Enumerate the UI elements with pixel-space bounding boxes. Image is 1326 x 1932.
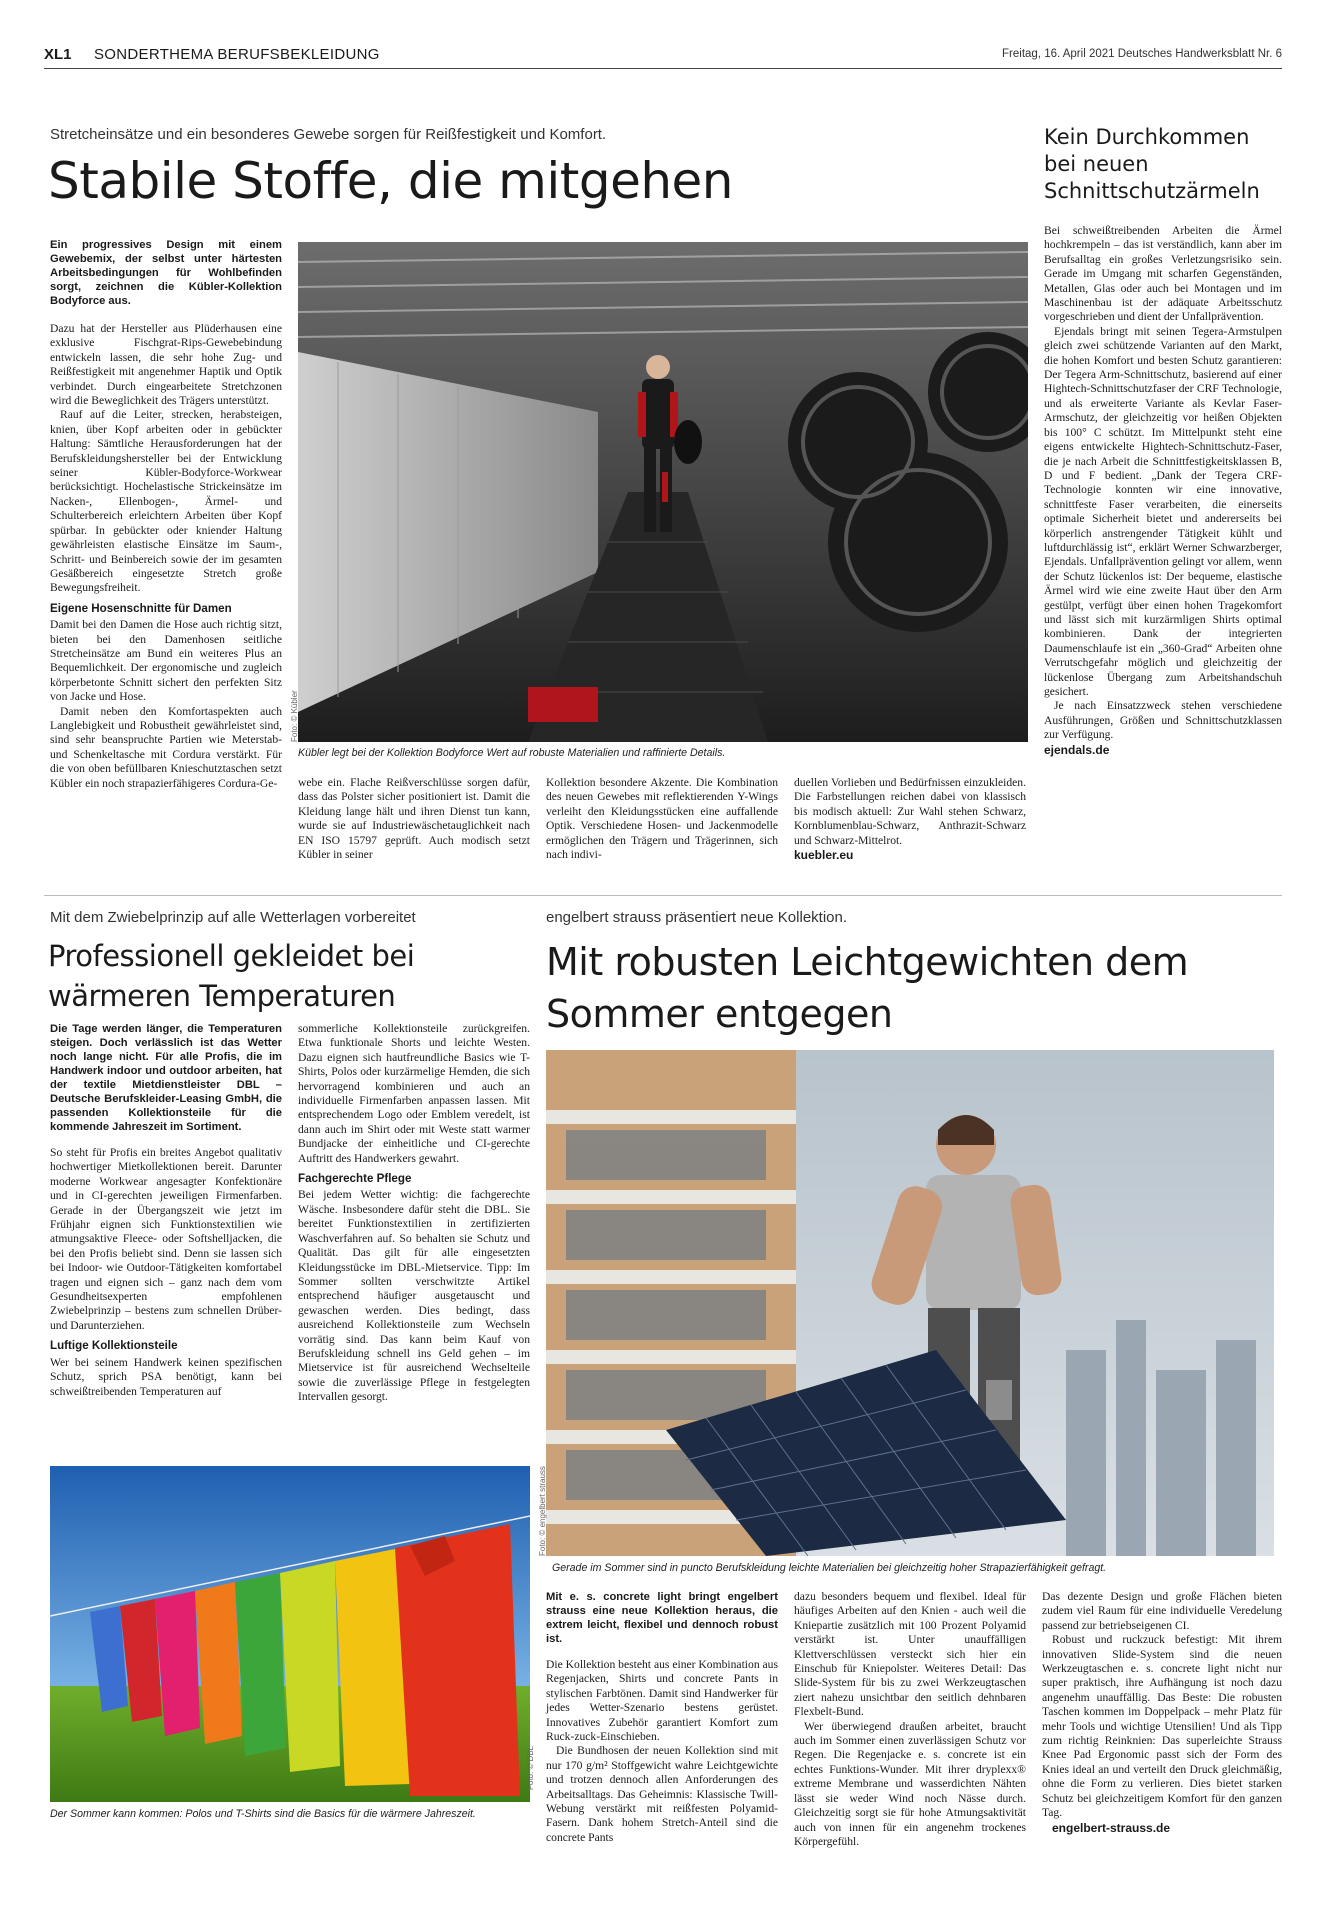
article3-subhead: Luftige Kollektionsteile	[50, 1339, 178, 1353]
article4-caption: Gerade im Sommer sind in puncto Berufskleidung leichte Materialien bei gleichzeitig hoher Strapazierfähigkeit gefragt.	[552, 1562, 1107, 1574]
article1-paragraph: Dazu hat der Hersteller aus Plüderhausen eine exklusive Fischgrat-Rips-Gewebebindung entwickeln lassen, die sehr hohe Zug- und Reißfestigkeit mit angenehmer Haptik und Optik verbindet. Durch eingearbeitete Stretchzonen wird die Beweglichkeit des Trägers unterstützt.	[50, 322, 282, 408]
article3-paragraph: Wer bei seinem Handwerk keinen spezifischen Schutz, sprich PSA benötigt, kann bei schweißtreibenden Temperaturen auf	[50, 1355, 282, 1398]
article1-column-3	[546, 776, 778, 862]
article4-kicker: engelbert strauss präsentiert neue Kollektion.	[546, 909, 848, 926]
article4-lead: Mit e. s. concrete light bringt engelbert strauss eine neue Kollektion heraus, die extrem leicht, flexibel und dennoch robust ist.	[546, 1591, 778, 1645]
article1-paragraph: Kollektion besondere Akzente. Die Kombination des neuen Gewebes mit reflektierenden Y-Wings verleiht den Kleidungsstücken eine auffallende Optik. Verschiedene Hosen- und Jackenmodelle ermöglichen den Trägern und Trägerinnen, sich nach indivi-	[546, 776, 778, 862]
industrial-walkway-image	[298, 242, 1028, 742]
article4-title: Mit robusten Leichtgewichten dem Sommer entgegen	[546, 940, 1189, 1036]
article2-paragraph: Ejendals bringt mit seinen Tegera-Armstulpen gleich zwei schützende Varianten auf den Markt, die hohen Komfort und besten Schutz garantieren: Der Tegera Arm-Schnittschutz, basierend auf einer Hightech-Schnittschutzfaser der CRF Technologie, und als erweiterte Variante als Kevlar Faser-Armschutz, der gleichzeitig vor heißen Objekten bis 100° C schützt. Im Mittelpunkt steht eine eigens entwickelte Hightech-Schnittschutz-Faser, die je nach Arbeit die Schnittfestigkeitsklassen B, D und F bedient. „Dank der Tegera CRF-Technologie konnten wir eine innovative, schnittfeste Faser verarbeiten, die einerseits optimale Sicherheit bietet und andererseits bei körperlich anstrengender Tätigkeit kühlt und luftdurchlässig ist“, erklärt Werner Schwarzberger, Ejendals. Unfallprävention gelingt vor allem, wenn der Schutz lückenlos ist: Der bequeme, elastische Ärmel wird wie eine zweite Haut über den Arm gestülpt, verfügt über einen hohen Tragekomfort und lässt sich mit kurzärmligen Shirts optimal kombinieren. Dank der integrierten Daumenschlaufe ist ein „360-Grad“ Arbeiten ohne Verrutschgefahr möglich und gleichzeitig der lückenlose Übergang zum Arbeitshandschuh gesichert.	[1044, 324, 1282, 698]
article1-title: Stabile Stoffe, die mitgehen	[48, 152, 733, 210]
article4-paragraph: Das dezente Design und große Flächen bieten zudem viel Raum für eine individuelle Veredelung passend zur betriebseigenen CI.	[1042, 1590, 1282, 1632]
article1-paragraph: webe ein. Flache Reißverschlüsse sorgen dafür, dass das Polster sicher positioniert ist. Damit die Kleidung lange hält und ihren Dienst tun kann, wurde sie auf Industriewäschetauglichkeit nach EN ISO 15797 geprüft. Auch modisch setzt Kübler in seiner	[298, 776, 530, 862]
article2-paragraph: Bei schweißtreibenden Arbeiten die Ärmel hochkrempeln – das ist verständlich, kann aber im Berufsalltag ein großes Verletzungsrisiko sein. Gerade im Umgang mit scharfen Gegenständen, Metallen, Glas oder auch bei Montagen und im Maschinenbau ist der adäquate Arbeitsschutz vorgeschrieben und dient der Unfallprävention.	[1044, 224, 1282, 324]
article3-photo	[50, 1466, 530, 1802]
article1-column-1	[50, 238, 282, 791]
page-id: XL1	[44, 46, 72, 63]
article1-paragraph: Damit neben den Komfortaspekten auch Langlebigkeit und Robustheit gewährleistet sind, sind sehr beanspruchte Partien wie Meterstab- und Schenkeltasche mit Cordura verstärkt. Für die von oben befüllbaren Knieschutztaschen setzt Kübler ein noch strapazierfähigeres Cordura-Ge-	[50, 704, 282, 790]
article3-kicker: Mit dem Zwiebelprinzip auf alle Wetterlagen vorbereitet	[50, 909, 416, 926]
article3-caption: Der Sommer kann kommen: Polos und T-Shirts sind die Basics für die wärmere Jahreszeit.	[50, 1808, 476, 1820]
article1-paragraph: Rauf auf die Leiter, strecken, herabsteigen, knien, über Kopf arbeiten oder in gebückter Haltung: Sämtliche Herausforderungen hat der Berufskleidungshersteller bei der Entwicklung seiner Kübler-Bodyforce-Workwear berücksichtigt. Hochelastische Strickeinsätze im Nacken-, Ellenbogen-, Ärmel- und Schulterbereich erleichtern Arbeiten über Kopf spürbar. In gebückter oder kniender Haltung gewährleisten elastische Einsätze im Saum-, Schritt- und Beinbereich sowie der im gesamten Gesäßbereich eingesetzte Stretch große Bewegungsfreiheit.	[50, 408, 282, 595]
article3-column-2	[298, 1022, 530, 1405]
article1-website: kuebler.eu	[794, 848, 854, 863]
article1-column-4	[794, 776, 1026, 862]
article3-title: Professionell gekleidet bei wärmeren Temperaturen	[48, 939, 415, 1013]
article2-website: ejendals.de	[1044, 742, 1110, 757]
article4-paragraph: Die Bundhosen der neuen Kollektion sind mit nur 170 g/m² Stoffgewicht wahre Leichtgewichte und trotzen dennoch allen Anforderungen des Arbeitsalltags. Das Geheimnis: Klassische Twill-Webung verstärkt mit reißfesten Polyamid-Fasern. Dank hohem Stretch-Anteil sind die concrete Pants	[546, 1744, 778, 1844]
article3-paragraph: Bei jedem Wetter wichtig: die fachgerechte Wäsche. Insbesondere dafür steht die DBL. Sie bereitet Funktionstextilien in zertifizierten Waschverfahren auf. So behalten sie Schutz und Qualität. Das gilt für alle eingesetzten Kleidungsstücke im DBL-Mietservice. Tipp: Im Sommer sollten verschwitzte Artikel entsprechend häufiger ausgetauscht und gewaschen werden. Dies bedingt, dass ausreichend Kollektionsteile zum Wechseln vorrätig sind. Das kann beim Kauf von Berufskleidung schnell ins Geld gehen – im Mietservice ist für ausreichend Wechselteile sowie die zuverlässige Pflege in festgelegten Intervallen gesorgt.	[298, 1188, 530, 1404]
article4-paragraph: Wer überwiegend draußen arbeitet, braucht auch im Sommer einen zuverlässigen Schutz vor Regen. Die Regenjacke e. s. concrete ist ein echtes Funktions-Wunder. Mit ihrer dryplexx® extreme Membrane und wasserdichten Nähten lässt sie weder Wind noch Nässe durch. Gleichzeitig sorgt sie für hohe Atmungsaktivität auch von innen für ein angenehm trockenes Körpergefühl.	[794, 1719, 1026, 1848]
article4-photo	[546, 1050, 1274, 1556]
article1-kicker: Stretcheinsätze und ein besonderes Gewebe sorgen für Reißfestigkeit und Komfort.	[50, 126, 607, 143]
article3-lead: Die Tage werden länger, die Temperaturen steigen. Doch verlässlich ist das Wetter noch lange nicht. Für alle Profis, die im Handwerk indoor und outdoor arbeiten, hat der textile Mietdienstleister DBL – Deutsche Berufskleider-Leasing GmbH, die passenden Kollektionsteile für die kommende Jahreszeit im Sortiment.	[50, 1023, 282, 1133]
article1-caption: Kübler legt bei der Kollektion Bodyforce Wert auf robuste Materialien und raffinierte Details.	[298, 747, 726, 759]
article1-column-2	[298, 776, 530, 862]
article1-photo	[298, 242, 1028, 742]
article1-paragraph: Damit bei den Damen die Hose auch richtig sitzt, bieten bei den Damenhosen seitliche Stretcheinsätze am Bund ein weiteres Plus an Bequemlichkeit. Der ergonomische und zugleich körperbetonte Schnitt sichert den perfekten Sitz von Jacke und Hose.	[50, 618, 282, 704]
article4-website: engelbert-strauss.de	[1052, 1820, 1171, 1835]
page-header	[44, 40, 1282, 68]
solar-panel-worker-image	[546, 1050, 1274, 1556]
dateline: Freitag, 16. April 2021 Deutsches Handwerksblatt Nr. 6	[1002, 48, 1282, 60]
article4-paragraph: Robust und ruckzuck befestigt: Mit ihrem innovativen Slide-System sind die neuen Werkzeugtaschen e. s. concrete light nicht nur super praktisch, ihre Aufhängung ist noch dazu angenehm unauffällig. Das Beste: Die robusten Taschen kommen im Doppelpack – mehr Platz für mehr Tools und wichtige Utensilien! Und als Tipp zum richtig Reinknien: Das superleichte Strauss Knee Pad Ergonomic passt sich der Form des Knies ideal an und verteilt den Druck gleichmäßig, ohne die Form zu verlieren. Dies bietet starken Schutz bei gleichzeitigem Komfort für den ganzen Tag.	[1042, 1633, 1282, 1820]
article1-lead: Ein progressives Design mit einem Gewebemix, der selbst unter härtesten Arbeitsbedingungen für Wohlbefinden sorgt, zeichnen die Kübler-Kollektion Bodyforce aus.	[50, 239, 282, 307]
article4-column-2	[794, 1590, 1026, 1849]
header-rule	[44, 68, 1282, 69]
article4-paragraph: dazu besonders bequem und flexibel. Ideal für häufiges Arbeiten auf den Knien - auch weil die Kniepartie zusätzlich mit 100 Prozent Polyamid verstärkt ist. Unter unauffälligen Klettverschlüssen versteckt sich hier ein Einschub für Kniepolster. Weiteres Detail: Das Slide-System für bis zu zwei Werkzeugtaschen ziert nahezu unsichtbar den seitlich dehnbaren Flexbelt-Bund.	[794, 1590, 1026, 1719]
article3-paragraph: So steht für Profis ein breites Angebot qualitativ hochwertiger Mietkollektionen bereit. Darunter moderne Workwear angesagter Konfektionäre und in CI-gerechten jeweiligen Firmenfarben. Gerade in der Übergangszeit wie jetzt im Frühjahr eignen sich Funktionstextilien wie atmungsaktive Fleece- oder Softshelljacken, die bei den Profis beliebt sind. Denn sie lassen sich bei Indoor- wie Outdoor-Tätigkeiten komfortabel tragen und eignen sich – ganz nach dem vom Gesundheitsexperten empfohlenen Zwiebelprinzip – bestens zum schnellen Drüber- und Darunterziehen.	[50, 1146, 282, 1332]
section-title: SONDERTHEMA BERUFSBEKLEIDUNG	[94, 46, 380, 63]
article3-photo-credit: Foto: © DBL	[526, 1745, 535, 1790]
article4-column-3	[1042, 1590, 1282, 1835]
article4-photo-credit: Foto: © engelbert strauss	[538, 1466, 547, 1556]
article2-title: Kein Durchkommen bei neuen Schnittschutzärmeln	[1044, 125, 1260, 203]
laundry-line-image	[50, 1466, 530, 1802]
article3-paragraph: sommerliche Kollektionsteile zurückgreifen. Etwa funktionale Shorts und leichte Westen. Dazu eignen sich hautfreundliche Basics wie T-Shirts, Polos oder kurzärmelige Hemden, die sich hervorragend kombinieren und auch an individuelle Firmenfarben anpassen lassen. Mit entsprechendem Logo oder Emblem veredelt, ist dann auch im Shirt oder mit Weste statt warmer Bundjacke der einheitliche und CI-gerechte Auftritt des Handwerkers gewahrt.	[298, 1022, 530, 1165]
article1-photo-credit: Foto: © Kübler	[290, 690, 299, 742]
article4-column-1	[546, 1590, 778, 1845]
article2-paragraph: Je nach Einsatzzweck stehen verschiedene Ausführungen, Größen und Schnittschutzklassen zur Verfügung.	[1044, 699, 1282, 742]
section-divider	[44, 895, 1282, 896]
article3-column-1	[50, 1022, 282, 1399]
article4-paragraph: Die Kollektion besteht aus einer Kombination aus Regenjacken, Shirts und concrete Pants in stylischen Farbtönen. Damit sind Handwerker für jedes Wetter-Szenario bestens gerüstet. Innovatives Zubehör garantiert Komfort zum Ruck-zuck-Einschieben.	[546, 1658, 778, 1744]
article3-subhead: Fachgerechte Pflege	[298, 1172, 412, 1186]
article2-body	[1044, 224, 1282, 757]
article1-subhead: Eigene Hosenschnitte für Damen	[50, 601, 232, 615]
article1-paragraph: duellen Vorlieben und Bedürfnissen einzukleiden. Die Farbstellungen reichen dabei von klassisch bis modisch aktuell: Zur Wahl stehen Schwarz, Kornblumenblau-Schwarz, Anthrazit-Schwarz und Schwarz-Mittelrot.	[794, 776, 1026, 847]
